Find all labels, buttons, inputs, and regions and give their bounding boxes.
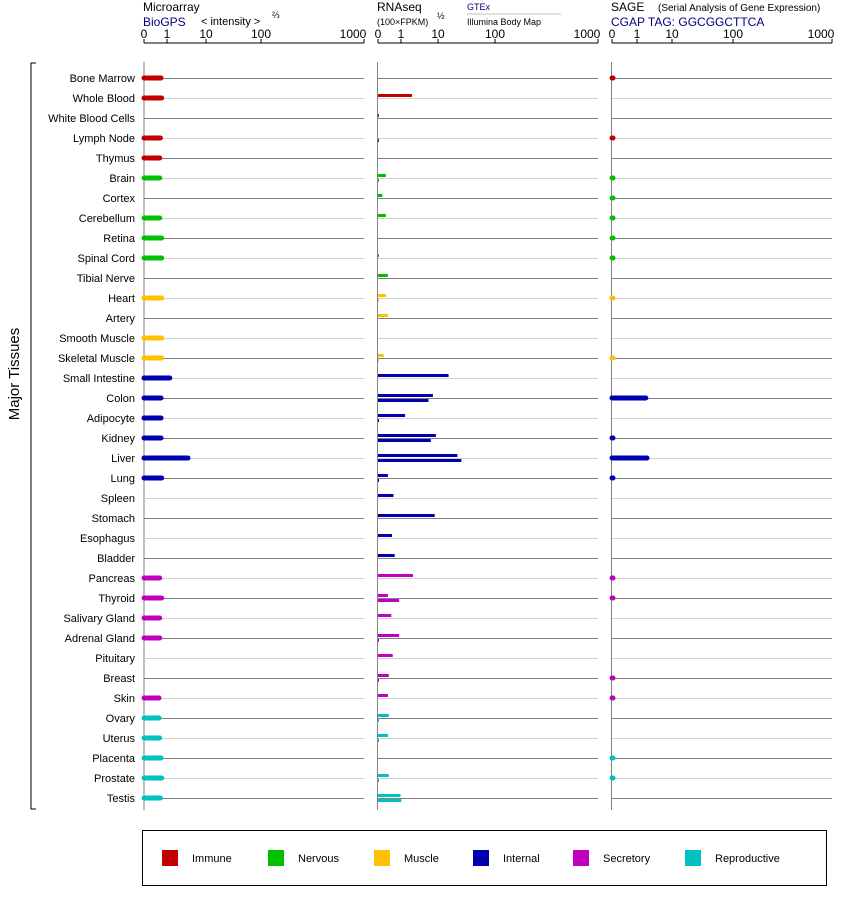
rnaseq-illumina-bar-lung	[378, 479, 379, 482]
rnaseq-gtex-bar-adipocyte	[378, 414, 405, 417]
gtex-link[interactable]: GTEx	[467, 2, 491, 12]
major-tissues-bracket	[31, 63, 36, 809]
rnaseq-gtex-bar-bladder	[378, 554, 395, 557]
tissue-label-spleen: Spleen	[100, 493, 135, 505]
rnaseq-gtex-bar-spleen	[378, 494, 393, 497]
rnaseq-illumina-bar-lymph-node	[378, 139, 379, 142]
tissue-label-tibial-nerve: Tibial Nerve	[76, 273, 135, 285]
tissue-label-placenta: Placenta	[92, 753, 135, 765]
sage-tick-label: 10	[665, 27, 679, 41]
rnaseq-illumina-bar-adipocyte	[378, 419, 379, 422]
tissue-label-adipocyte: Adipocyte	[86, 413, 135, 425]
legend-label-immune: Immune	[192, 853, 232, 865]
rnaseq-gtex-bar-colon	[378, 394, 433, 397]
rnaseq-gtex-bar-thyroid	[378, 594, 388, 597]
rnaseq-tick-label: 0	[374, 27, 382, 41]
tissue-label-kidney: Kidney	[101, 433, 135, 445]
legend-swatch-internal	[473, 850, 489, 866]
rnaseq-tick-label: 10	[431, 27, 445, 41]
tissue-label-spinal-cord: Spinal Cord	[77, 253, 135, 265]
sage-tick-label: 1	[633, 27, 641, 41]
rnaseq-illumina-bar-adrenal-gland	[378, 639, 379, 642]
tissue-label-cortex: Cortex	[102, 193, 135, 205]
tissue-label-smooth-muscle: Smooth Muscle	[59, 333, 135, 345]
rnaseq-gtex-bar-cerebellum	[378, 214, 386, 217]
legend-swatch-immune	[162, 850, 178, 866]
tissue-label-uterus: Uterus	[102, 733, 135, 745]
rnaseq-tick-label: 100	[484, 27, 506, 41]
legend-label-reproductive: Reproductive	[715, 853, 780, 865]
rnaseq-gtex-bar-pituitary	[378, 654, 393, 657]
rnaseq-gtex-bar-kidney	[378, 434, 436, 437]
tissue-label-bone-marrow: Bone Marrow	[69, 73, 135, 85]
tissue-label-thymus: Thymus	[95, 153, 135, 165]
microarray-tick-label: 100	[250, 27, 272, 41]
intensity-label: < intensity >	[201, 16, 261, 28]
rnaseq-gtex-bar-spinal-cord	[378, 254, 379, 257]
rnaseq-gtex-bar-heart	[378, 294, 386, 297]
rnaseq-illumina-bar-uterus	[378, 739, 379, 742]
rnaseq-gtex-bar-ovary	[378, 714, 389, 717]
rnaseq-units: (100×FPKM)	[377, 17, 429, 27]
rnaseq-illumina-bar-breast	[378, 679, 379, 682]
microarray-tick-label: 1	[163, 27, 171, 41]
microarray-tick-label: 10	[199, 27, 213, 41]
rnaseq-illumina-bar-ovary	[378, 719, 379, 722]
rnaseq-gtex-bar-prostate	[378, 774, 389, 777]
tissue-label-salivary-gland: Salivary Gland	[63, 613, 135, 625]
tissue-label-white-blood-cells: White Blood Cells	[48, 113, 135, 125]
legend-swatch-reproductive	[685, 850, 701, 866]
rnaseq-gtex-bar-brain	[378, 174, 386, 177]
tissue-label-heart: Heart	[108, 293, 135, 305]
rnaseq-illumina-bar-liver	[378, 459, 461, 462]
tissue-label-cerebellum: Cerebellum	[78, 213, 135, 225]
rnaseq-gtex-bar-testis	[378, 794, 400, 797]
tissue-label-small-intestine: Small Intestine	[62, 373, 135, 385]
rnaseq-gtex-bar-lung	[378, 474, 388, 477]
legend-label-secretory: Secretory	[603, 853, 651, 865]
rnaseq-illumina-bar-heart	[378, 299, 379, 302]
tissue-label-stomach: Stomach	[91, 513, 135, 525]
tissue-label-lymph-node: Lymph Node	[73, 133, 135, 145]
sage-title: SAGE	[611, 0, 645, 14]
rnaseq-gtex-bar-skin	[378, 694, 388, 697]
rnaseq-units-exponent: ½	[437, 11, 445, 21]
tissue-label-liver: Liver	[111, 453, 135, 465]
legend-label-nervous: Nervous	[298, 853, 339, 865]
rnaseq-title: RNAseq	[377, 0, 422, 14]
rnaseq-illumina-bar-colon	[378, 399, 428, 402]
rnaseq-illumina-bar-thyroid	[378, 599, 399, 602]
tissue-label-lung: Lung	[110, 473, 135, 485]
tissue-label-breast: Breast	[103, 673, 135, 685]
rnaseq-gtex-bar-adrenal-gland	[378, 634, 399, 637]
legend-swatch-muscle	[374, 850, 390, 866]
rnaseq-gtex-bar-skeletal-muscle	[378, 354, 384, 357]
legend-label-internal: Internal	[503, 853, 540, 865]
tissue-label-prostate: Prostate	[94, 773, 135, 785]
rnaseq-illumina-bar-skeletal-muscle	[378, 359, 379, 362]
rnaseq-gtex-bar-artery	[378, 314, 388, 317]
tissue-label-esophagus: Esophagus	[79, 533, 135, 545]
microarray-title: Microarray	[143, 0, 200, 14]
rnaseq-gtex-bar-white-blood-cells	[378, 114, 379, 117]
rnaseq-gtex-bar-uterus	[378, 734, 388, 737]
sage-tick-label: 0	[608, 27, 616, 41]
rnaseq-gtex-bar-breast	[378, 674, 389, 677]
tissue-label-pancreas: Pancreas	[88, 573, 135, 585]
microarray-axis	[141, 27, 367, 43]
rnaseq-tick-label: 1	[397, 27, 405, 41]
tissue-rows	[48, 73, 832, 805]
sage-tick-label: 1000	[807, 27, 835, 41]
tissue-label-skin: Skin	[113, 693, 135, 705]
legend-label-muscle: Muscle	[404, 853, 439, 865]
rnaseq-gtex-bar-cortex	[378, 194, 382, 197]
microarray-tick-label: 1000	[339, 27, 367, 41]
tissue-label-whole-blood: Whole Blood	[72, 93, 135, 105]
sage-tag[interactable]: CGAP TAG: GGCGGCTTCA	[611, 15, 765, 29]
rnaseq-illumina-bar-prostate	[378, 779, 379, 782]
biogps-link[interactable]: BioGPS	[143, 15, 186, 29]
rnaseq-gtex-bar-stomach	[378, 514, 435, 517]
tissue-label-skeletal-muscle: Skeletal Muscle	[57, 353, 135, 365]
rnaseq-gtex-bar-liver	[378, 454, 457, 457]
legend	[143, 831, 827, 886]
rnaseq-gtex-bar-salivary-gland	[378, 614, 391, 617]
rnaseq-illumina-bar-kidney	[378, 439, 431, 442]
sage-axis	[609, 27, 835, 43]
rnaseq-axis	[375, 27, 601, 43]
major-tissues-label: Major Tissues	[6, 327, 23, 421]
rnaseq-gtex-bar-whole-blood	[378, 94, 412, 97]
tissue-label-pituitary: Pituitary	[95, 653, 135, 665]
microarray-tick-label: 0	[140, 27, 148, 41]
tissue-label-adrenal-gland: Adrenal Gland	[64, 633, 135, 645]
sage-tick-label: 100	[722, 27, 744, 41]
rnaseq-gtex-bar-tibial-nerve	[378, 274, 388, 277]
rnaseq-gtex-bar-small-intestine	[378, 374, 449, 377]
rnaseq-tick-label: 1000	[573, 27, 601, 41]
tissue-label-colon: Colon	[106, 393, 135, 405]
intensity-exponent: ⅔	[272, 10, 280, 20]
tissue-label-testis: Testis	[106, 793, 135, 805]
tissue-label-thyroid: Thyroid	[98, 593, 135, 605]
tissue-label-bladder: Bladder	[97, 553, 135, 565]
tissue-label-retina: Retina	[103, 233, 135, 245]
sage-subtitle: (Serial Analysis of Gene Expression)	[658, 3, 821, 14]
rnaseq-gtex-bar-pancreas	[378, 574, 413, 577]
legend-swatch-secretory	[573, 850, 589, 866]
rnaseq-gtex-bar-esophagus	[378, 534, 392, 537]
tissue-label-brain: Brain	[109, 173, 135, 185]
tissue-label-artery: Artery	[105, 313, 135, 325]
illumina-link[interactable]: Illumina Body Map	[467, 17, 542, 27]
rnaseq-illumina-bar-brain	[378, 179, 379, 182]
rnaseq-illumina-bar-testis	[378, 799, 401, 802]
tissue-label-ovary: Ovary	[105, 713, 135, 725]
legend-swatch-nervous	[268, 850, 284, 866]
